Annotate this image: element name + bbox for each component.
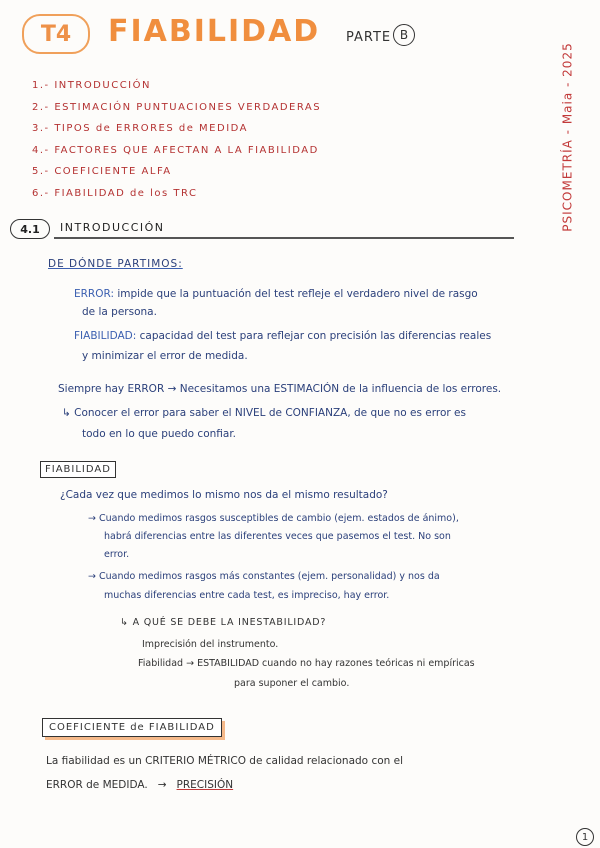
page-title: FIABILIDAD xyxy=(108,14,321,49)
bullet-changing-traits: → Cuando medimos rasgos susceptibles de cambio (ejem. estados de ánimo), xyxy=(88,513,459,524)
coeficiente-label-box: COEFICIENTE de FIABILIDAD xyxy=(42,718,222,737)
fiabilidad-definition-cont: y minimizar el error de medida. xyxy=(82,350,248,362)
confidence-line: ↳ Conocer el error para saber el NIVEL de CONFIANZA, de que no es error es xyxy=(62,407,466,419)
error-always-line: Siempre hay ERROR → Necesitamos una ESTIMACIÓN de la influencia de los errores. xyxy=(58,383,502,395)
confidence-line-cont: todo en lo que puedo confiar. xyxy=(82,428,237,440)
side-credit: PSICOMETRÍA - Maia - 2025 xyxy=(560,42,575,232)
toc-item: 6.- FIABILIDAD de los TRC xyxy=(32,187,198,199)
section-number: 4.1 xyxy=(10,219,50,239)
part-number-badge: B xyxy=(393,24,415,46)
section-title: INTRODUCCIÓN xyxy=(60,221,165,234)
toc-item: 3.- TIPOS de ERRORES de MEDIDA xyxy=(32,123,249,134)
intro-heading: DE DÓNDE PARTIMOS: xyxy=(48,258,183,270)
toc-item: 2.- ESTIMACIÓN PUNTUACIONES VERDADERAS xyxy=(32,101,322,113)
section-divider xyxy=(54,237,514,239)
toc-item: 1.- INTRODUCCIÓN xyxy=(32,80,151,91)
table-of-contents xyxy=(32,80,321,209)
toc-item: 4.- FACTORES QUE AFECTAN A LA FIABILIDAD xyxy=(32,144,319,156)
instability-question: ↳ A QUÉ SE DEBE LA INESTABILIDAD? xyxy=(120,617,327,628)
fiabilidad-label-box: FIABILIDAD xyxy=(40,461,116,478)
precision-term: PRECISIÓN xyxy=(176,779,234,791)
error-definition-cont: de la persona. xyxy=(82,306,157,318)
coeficiente-definition-cont: ERROR de MEDIDA. xyxy=(46,779,148,791)
bullet-changing-traits-cont: error. xyxy=(104,549,130,560)
arrow-icon: → xyxy=(157,779,167,791)
stability-definition-cont: para suponer el cambio. xyxy=(234,678,350,689)
fiabilidad-term: FIABILIDAD: xyxy=(74,330,137,342)
unit-badge: T4 xyxy=(22,14,90,54)
stability-definition: Fiabilidad → ESTABILIDAD cuando no hay razones teóricas ni empíricas xyxy=(138,658,475,669)
toc-item: 5.- COEFICIENTE ALFA xyxy=(32,166,172,177)
coeficiente-definition: La fiabilidad es un CRITERIO MÉTRICO de calidad relacionado con el xyxy=(46,755,404,767)
bullet-constant-traits: → Cuando medimos rasgos más constantes (ejem. personalidad) y nos da xyxy=(88,571,440,582)
fiabilidad-definition: capacidad del test para reflejar con precisión las diferencias reales xyxy=(139,330,492,342)
fiabilidad-question: ¿Cada vez que medimos lo mismo nos da el mismo resultado? xyxy=(60,489,388,501)
instability-cause: Imprecisión del instrumento. xyxy=(142,639,279,650)
page-number: 1 xyxy=(576,828,594,846)
bullet-constant-traits-cont: muchas diferencias entre cada test, es impreciso, hay error. xyxy=(104,590,390,601)
bullet-changing-traits-cont: habrá diferencias entre las diferentes veces que pasemos el test. No son xyxy=(104,531,451,542)
error-definition: impide que la puntuación del test refleje el verdadero nivel de rasgo xyxy=(117,288,478,300)
error-term: ERROR: xyxy=(74,288,115,300)
part-label: PARTE xyxy=(346,30,392,45)
